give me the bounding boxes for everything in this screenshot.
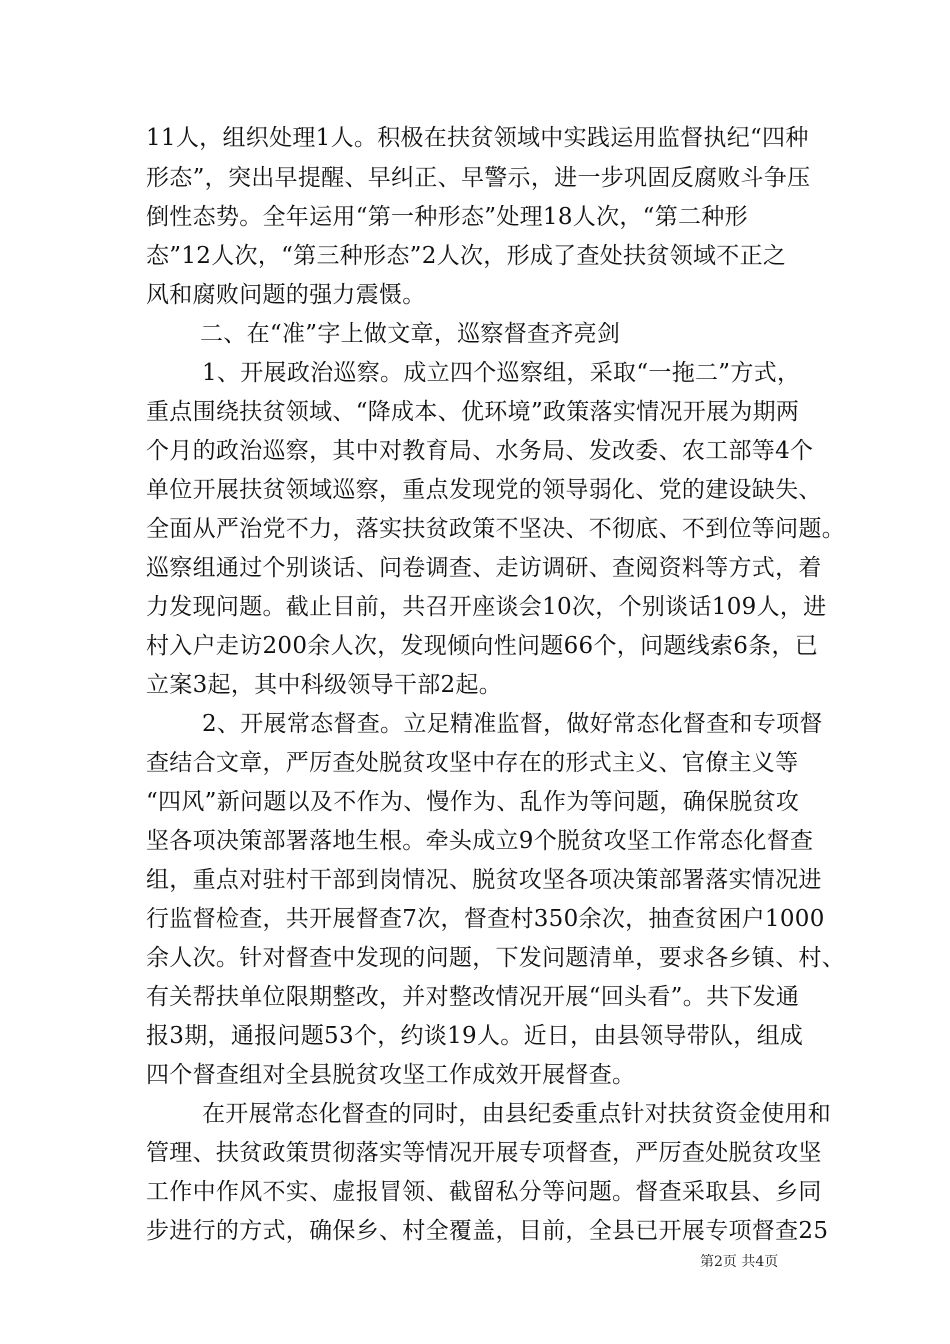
text-line: 全面从严治党不力，落实扶贫政策不坚决、不彻底、不到位等问题。 (146, 516, 845, 542)
text-line: 2、开展常态督查。立足精准监督，做好常态化督查和专项督 (202, 711, 823, 737)
text-line: 组，重点对驻村干部到岗情况、脱贫攻坚各项决策部署落实情况进 (146, 867, 822, 893)
text-line: 态”12人次，“第三种形态”2人次，形成了查处扶贫领域不正之 (146, 243, 787, 269)
text-line: 在开展常态化督查的同时，由县纪委重点针对扶贫资金使用和 (202, 1101, 832, 1127)
text-line: 力发现问题。截止目前，共召开座谈会10次，个别谈话109人，进 (146, 594, 827, 620)
text-line: 重点围绕扶贫领域、“降成本、优环境”政策落实情况开展为期两 (146, 399, 800, 425)
page-number: 第2页 共4页 (700, 1254, 779, 1270)
text-line: 坚各项决策部署落地生根。牵头成立9个脱贫攻坚工作常态化督查 (146, 828, 814, 854)
section-heading: 二、在“准”字上做文章，巡察督查齐亮剑 (200, 321, 621, 347)
text-line: 巡察组通过个别谈话、问卷调查、走访调研、查阅资料等方式，着 (146, 555, 822, 581)
text-line: 四个督查组对全县脱贫攻坚工作成效开展督查。 (146, 1062, 636, 1088)
text-line: 立案3起，其中科级领导干部2起。 (146, 672, 503, 698)
text-line: 余人次。针对督查中发现的问题，下发问题清单，要求各乡镇、村、 (146, 945, 845, 971)
text-line: 村入户走访200余人次，发现倾向性问题66个，问题线索6条，已 (146, 633, 819, 659)
text-line: 风和腐败问题的强力震慑。 (146, 282, 426, 308)
text-line: 个月的政治巡察，其中对教育局、水务局、发改委、农工部等4个 (146, 438, 814, 464)
text-line: 1、开展政治巡察。成立四个巡察组，采取“一拖二”方式， (202, 360, 801, 386)
text-line: 工作中作风不实、虚报冒领、截留私分等问题。督查采取县、乡同 (146, 1179, 822, 1205)
text-line: 形态”，突出早提醒、早纠正、早警示，进一步巩固反腐败斗争压 (146, 165, 811, 191)
text-line: 11人，组织处理1人。积极在扶贫领域中实践运用监督执纪“四种 (146, 125, 809, 151)
text-line: 单位开展扶贫领域巡察，重点发现党的领导弱化、党的建设缺失、 (146, 477, 822, 503)
text-line: 步进行的方式，确保乡、村全覆盖，目前，全县已开展专项督查25 (146, 1218, 829, 1244)
text-line: 管理、扶贫政策贯彻落实等情况开展专项督查，严厉查处脱贫攻坚 (146, 1140, 822, 1166)
text-line: 倒性态势。全年运用“第一种形态”处理18人次，“第二种形 (146, 204, 748, 230)
text-line: 行监督检查，共开展督查7次，督查村350余次，抽查贫困户1000 (146, 906, 825, 932)
text-line: 查结合文章，严厉查处脱贫攻坚中存在的形式主义、官僚主义等 (146, 750, 799, 776)
text-line: 报3期，通报问题53个，约谈19人。近日，由县领导带队，组成 (146, 1023, 804, 1049)
text-line: “四风”新问题以及不作为、慢作为、乱作为等问题，确保脱贫攻 (146, 789, 800, 815)
text-line: 有关帮扶单位限期整改，并对整改情况开展“回头看”。共下发通 (146, 984, 800, 1010)
